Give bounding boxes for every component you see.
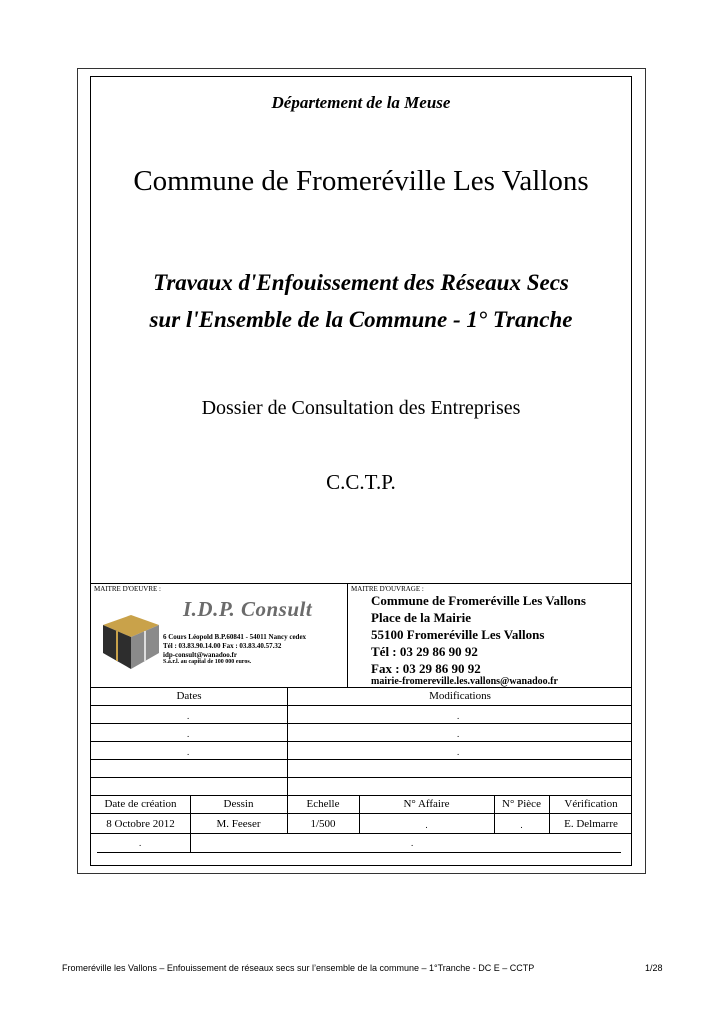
info-header-dessin: Dessin [223,798,254,810]
info-last-row-placeholder: . [139,838,142,848]
page-footer: Fromeréville les Vallons – Enfouissement de réseaux secs sur l’ensemble de la commune – 1°Tranche - DC E – CCTP [62,963,535,973]
info-value-echelle: 1/500 [310,818,336,830]
maitre-ouvrage-city: 55100 Fromeréville Les Vallons [371,627,545,642]
maitre-ouvrage-caption: MAITRE D'OUVRAGE : [351,585,424,593]
works-title-line-2: sur l'Ensemble de la Commune - 1° Tranche [149,307,573,332]
info-last-row-placeholder: . [411,838,414,848]
info-value-affaire: . [425,820,428,830]
info-header-echelle: Echelle [306,798,340,810]
maitre-ouvrage-name: Commune de Fromeréville Les Vallons [371,593,586,608]
info-header-affaire: N° Affaire [403,798,450,810]
divider [91,795,631,796]
info-value-piece: . [520,820,523,830]
divider [91,741,631,742]
divider [91,723,631,724]
idp-consult-logo-icon [101,613,161,671]
maitre-oeuvre-capital: S.à.r.l. au capital de 100 000 euros. [163,659,252,665]
page-number: 1/28 [645,963,663,973]
info-value-dessin: M. Feeser [216,818,261,830]
divider [91,759,631,760]
document-type: C.C.T.P. [326,470,396,494]
works-title-line-1: Travaux d'Enfouissement des Réseaux Secs [153,270,569,295]
divider [97,852,621,853]
cover-frame [90,76,632,866]
commune-title: Commune de Fromeréville Les Vallons [133,165,589,197]
revisions-header-dates: Dates [176,690,202,702]
maitre-ouvrage-street: Place de la Mairie [371,610,471,625]
info-header-piece: N° Pièce [502,798,541,810]
dossier-title: Dossier de Consultation des Entreprises [201,397,521,419]
revision-modification-placeholder: . [457,711,460,721]
divider [91,687,631,688]
revision-date-placeholder: . [187,747,190,757]
info-header-verification: Vérification [564,798,618,810]
divider [347,583,348,687]
revision-date-placeholder: . [187,711,190,721]
maitre-oeuvre-email: idp-consult@wanadoo.fr [163,651,237,659]
info-header-date-creation: Date de création [104,798,177,810]
maitre-oeuvre-address: 6 Cours Léopold B.P.60841 - 54011 Nancy cedex [163,633,307,641]
revision-modification-placeholder: . [457,747,460,757]
maitre-oeuvre-name: I.D.P. Consult [183,597,313,621]
maitre-oeuvre-caption: MAITRE D'OEUVRE : [94,585,161,593]
divider [91,705,631,706]
divider [91,583,631,584]
department-title: Département de la Meuse [271,93,451,112]
divider [91,813,631,814]
revision-modification-placeholder: . [457,729,460,739]
revisions-header-modifications: Modifications [429,690,491,702]
maitre-oeuvre-tel-fax: Tél : 03.83.90.14.00 Fax : 03.83.40.57.32 [163,642,282,650]
revision-date-placeholder: . [187,729,190,739]
maitre-ouvrage-fax: Fax : 03 29 86 90 92 [371,661,481,676]
maitre-ouvrage-tel: Tél : 03 29 86 90 92 [371,644,478,659]
maitre-ouvrage-email: mairie-fromereville.les.vallons@wanadoo.fr [371,676,558,687]
divider [91,833,631,834]
divider [91,777,631,778]
info-value-date-creation: 8 Octobre 2012 [106,818,175,830]
title-area [91,77,631,582]
info-value-verification: E. Delmarre [564,818,618,830]
